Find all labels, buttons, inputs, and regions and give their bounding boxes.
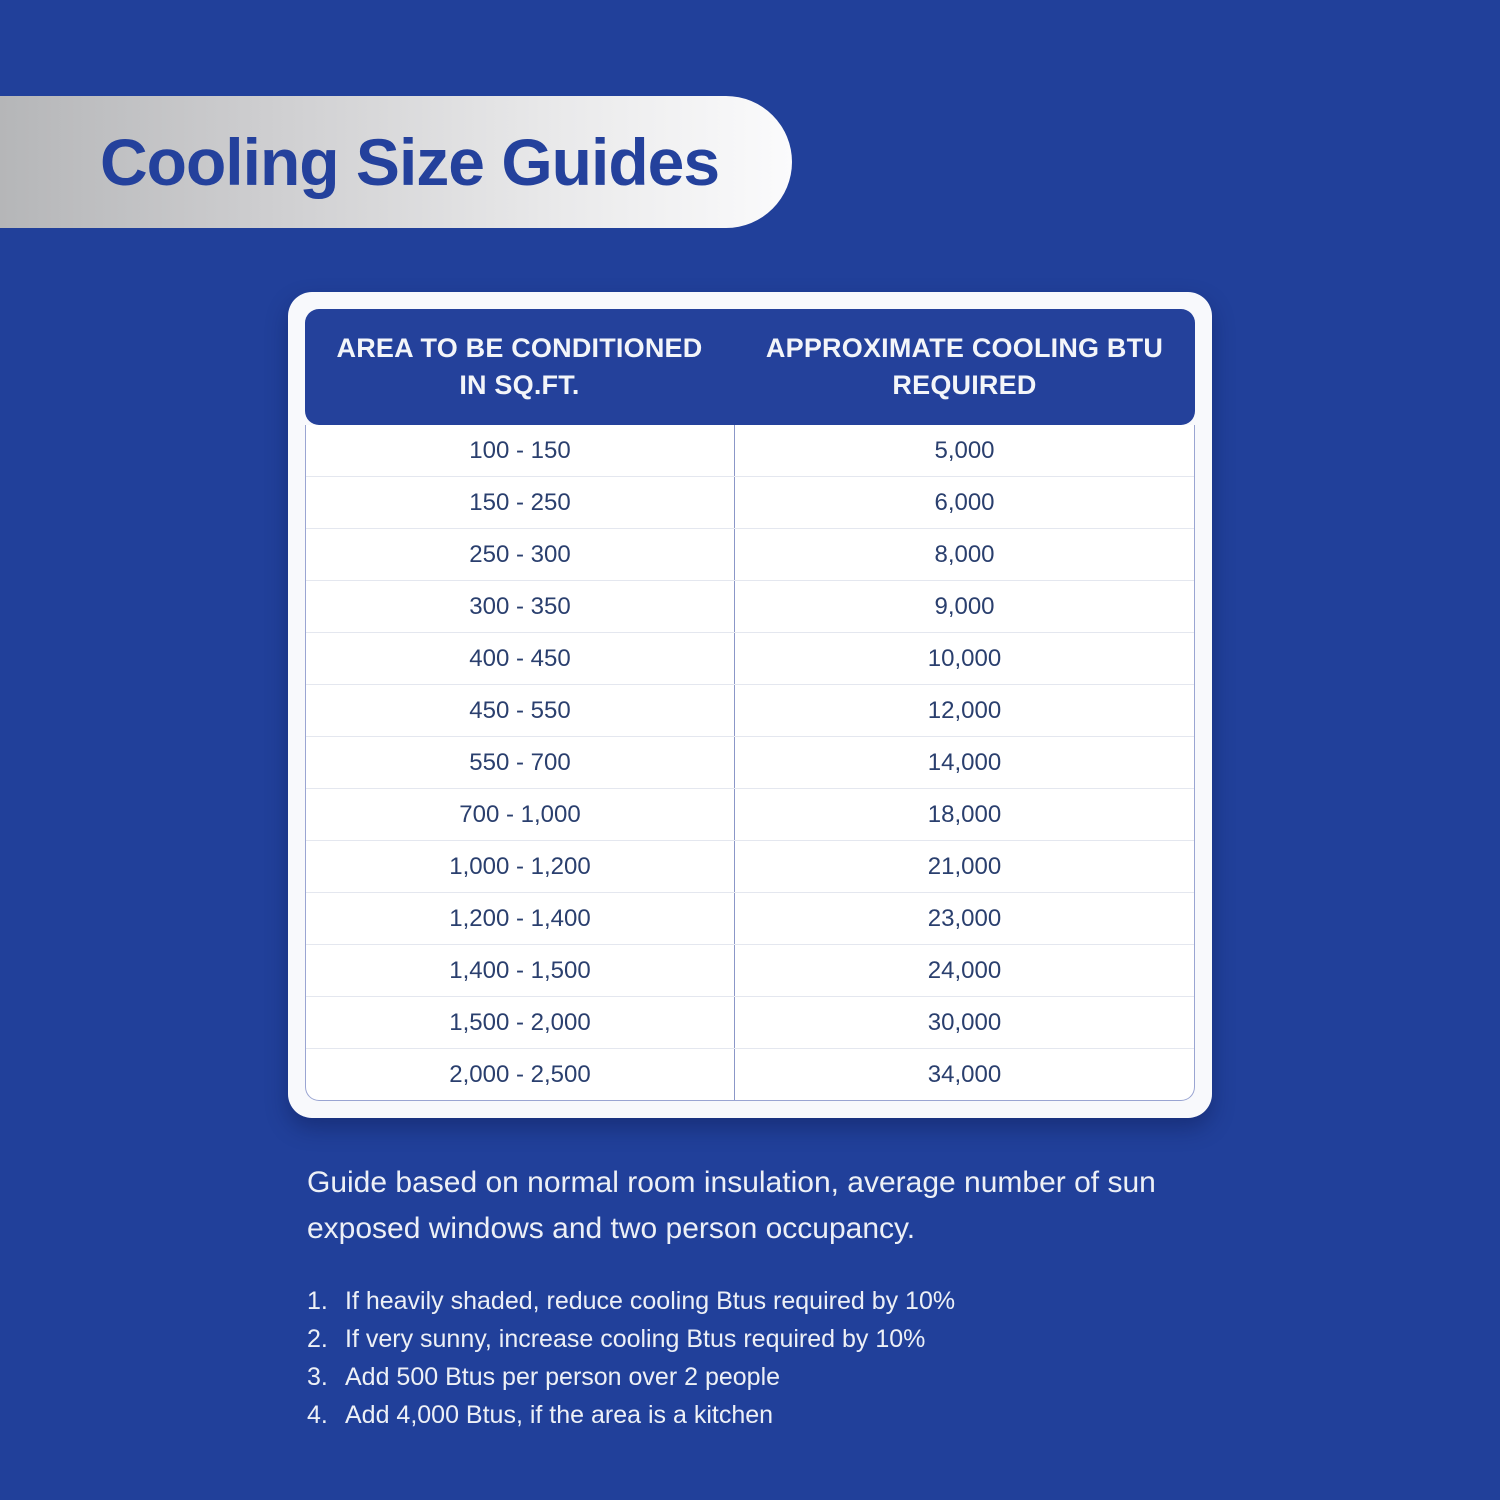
- btu-cell: 14,000: [927, 748, 1002, 776]
- area-cell: 2,000 - 2,500: [306, 1049, 735, 1100]
- note-item-number: 3.: [307, 1363, 328, 1391]
- area-cell: 1,500 - 2,000: [306, 997, 735, 1048]
- note-item-text: Add 4,000 Btus, if the area is a kitchen: [345, 1401, 774, 1429]
- area-cell: 700 - 1,000: [306, 789, 735, 840]
- area-cell: 150 - 250: [306, 477, 735, 528]
- note-list-item: [307, 1396, 1207, 1434]
- btu-cell: 9,000: [934, 592, 995, 620]
- note-list-item: [307, 1282, 1207, 1320]
- note-list-item: [307, 1320, 1207, 1358]
- note-item-number: 1.: [307, 1287, 328, 1315]
- table-row: [306, 1049, 1194, 1100]
- btu-cell: 23,000: [927, 904, 1002, 932]
- note-item-number: 2.: [307, 1325, 328, 1353]
- table-row: [306, 893, 1194, 945]
- btu-cell: 34,000: [927, 1060, 1002, 1088]
- table-header-area-column: [305, 330, 734, 404]
- note-list-item: [307, 1358, 1207, 1396]
- table-row: [306, 477, 1194, 529]
- area-cell: 1,200 - 1,400: [306, 893, 735, 944]
- header-area-line2: IN SQ.FT.: [459, 370, 580, 400]
- note-item-text: If heavily shaded, reduce cooling Btus required by 10%: [345, 1287, 956, 1315]
- area-cell: 400 - 450: [306, 633, 735, 684]
- notes-section: [307, 1160, 1207, 1434]
- area-cell: 100 - 150: [306, 425, 735, 476]
- table-row: [306, 581, 1194, 633]
- area-cell: 550 - 700: [306, 737, 735, 788]
- title-banner: [0, 96, 792, 228]
- btu-cell: 18,000: [927, 800, 1002, 828]
- table-row: [306, 633, 1194, 685]
- page-title: Cooling Size Guides: [100, 125, 720, 199]
- table-row: [306, 737, 1194, 789]
- table-header: [305, 309, 1195, 425]
- header-btu-line1: APPROXIMATE COOLING BTU: [765, 333, 1164, 363]
- btu-cell: 21,000: [927, 852, 1002, 880]
- area-cell: 450 - 550: [306, 685, 735, 736]
- header-area-line1: AREA TO BE CONDITIONED: [336, 333, 703, 363]
- table-header-btu-column: [734, 330, 1195, 404]
- note-item-number: 4.: [307, 1401, 328, 1429]
- cooling-size-table-card: [288, 292, 1212, 1118]
- btu-cell: 6,000: [934, 488, 995, 516]
- table-row: [306, 529, 1194, 581]
- table-row: [306, 841, 1194, 893]
- table-row: [306, 945, 1194, 997]
- notes-list: [307, 1282, 1207, 1434]
- note-item-text: Add 500 Btus per person over 2 people: [345, 1363, 781, 1391]
- table-body: [305, 425, 1195, 1101]
- area-cell: 300 - 350: [306, 581, 735, 632]
- btu-cell: 30,000: [927, 1008, 1002, 1036]
- guide-note: Guide based on normal room insulation, average number of sun exposed windows and two person occupancy.: [307, 1166, 1156, 1245]
- btu-cell: 5,000: [934, 436, 995, 464]
- btu-cell: 12,000: [927, 696, 1002, 724]
- area-cell: 250 - 300: [306, 529, 735, 580]
- table-row: [306, 425, 1194, 477]
- note-item-text: If very sunny, increase cooling Btus required by 10%: [345, 1325, 926, 1353]
- table-row: [306, 685, 1194, 737]
- area-cell: 1,400 - 1,500: [306, 945, 735, 996]
- btu-cell: 10,000: [927, 644, 1002, 672]
- area-cell: 1,000 - 1,200: [306, 841, 735, 892]
- header-btu-line2: REQUIRED: [892, 370, 1037, 400]
- btu-cell: 8,000: [934, 540, 995, 568]
- table-row: [306, 789, 1194, 841]
- table-row: [306, 997, 1194, 1049]
- btu-cell: 24,000: [927, 956, 1002, 984]
